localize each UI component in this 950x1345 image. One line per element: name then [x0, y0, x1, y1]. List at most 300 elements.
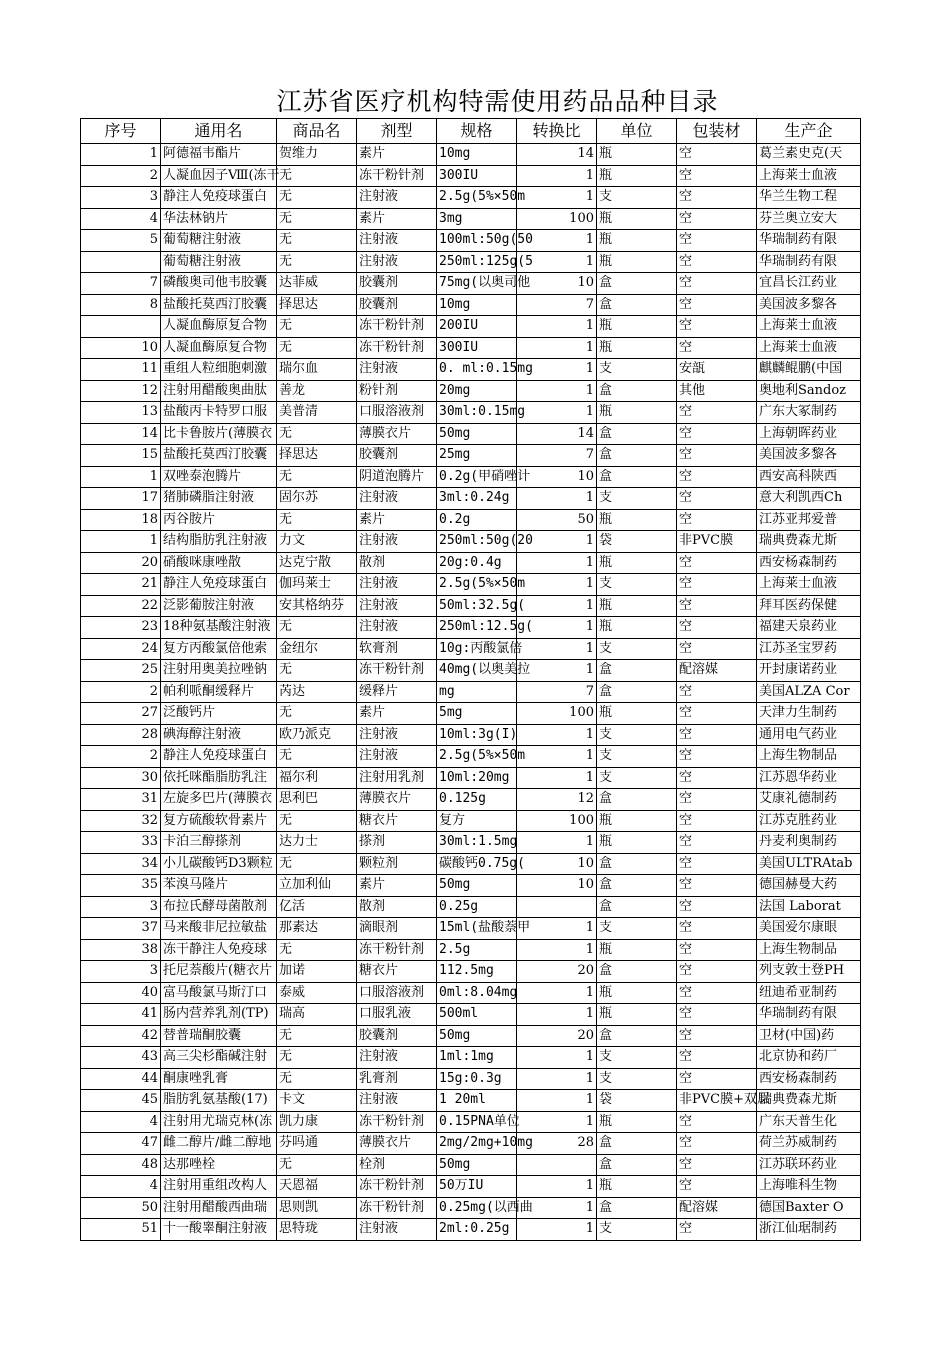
cell-spec: 2.5g(5%×50m: [437, 746, 517, 768]
cell-dosage-form: 胶囊剂: [357, 1025, 437, 1047]
cell-generic-name: 人凝血因子Ⅷ(冻干: [161, 165, 277, 187]
cell-unit: 瓶: [597, 810, 677, 832]
col-header-spec: 规格: [437, 119, 517, 144]
cell-generic-name: 18种氨基酸注射液: [161, 617, 277, 639]
cell-index: 7: [81, 273, 161, 295]
cell-packaging: 空: [677, 681, 757, 703]
cell-packaging: 空: [677, 638, 757, 660]
cell-generic-name: 复方硫酸软骨素片: [161, 810, 277, 832]
cell-index: 28: [81, 724, 161, 746]
cell-manufacturer: 广东大冢制药: [757, 402, 861, 424]
cell-generic-name: 注射用醋酸奥曲肽: [161, 380, 277, 402]
cell-manufacturer: 开封康诺药业: [757, 660, 861, 682]
cell-dosage-form: 散剂: [357, 896, 437, 918]
cell-conversion: 1: [517, 359, 597, 381]
cell-unit: 盒: [597, 660, 677, 682]
cell-conversion: 1: [517, 1111, 597, 1133]
table-row: [81, 273, 861, 295]
cell-index: 45: [81, 1090, 161, 1112]
cell-dosage-form: 粉针剂: [357, 380, 437, 402]
table-row: [81, 187, 861, 209]
cell-dosage-form: 糖衣片: [357, 961, 437, 983]
cell-generic-name: 高三尖杉酯碱注射: [161, 1047, 277, 1069]
cell-trade-name: 那素达: [277, 918, 357, 940]
cell-conversion: 1: [517, 230, 597, 252]
cell-unit: 瓶: [597, 208, 677, 230]
cell-manufacturer: 美国波多黎各: [757, 445, 861, 467]
cell-packaging: 空: [677, 1111, 757, 1133]
cell-spec: 30ml:0.15mg: [437, 402, 517, 424]
cell-manufacturer: 拜耳医药保健: [757, 595, 861, 617]
cell-index: 1: [81, 466, 161, 488]
cell-generic-name: 小儿碳酸钙D3颗粒: [161, 853, 277, 875]
cell-index: 38: [81, 939, 161, 961]
col-header-conversion: 转换比: [517, 119, 597, 144]
cell-dosage-form: 注射液: [357, 359, 437, 381]
cell-index: 24: [81, 638, 161, 660]
cell-trade-name: 瑞尔血: [277, 359, 357, 381]
cell-conversion: 1: [517, 531, 597, 553]
cell-manufacturer: 宜昌长江药业: [757, 273, 861, 295]
cell-manufacturer: 麒麟鲲鹏(中国: [757, 359, 861, 381]
cell-spec: 300IU: [437, 165, 517, 187]
cell-spec: 3ml:0.24g: [437, 488, 517, 510]
cell-spec: 40mg(以奥美拉: [437, 660, 517, 682]
cell-trade-name: 美普清: [277, 402, 357, 424]
cell-dosage-form: 注射液: [357, 617, 437, 639]
table-row: [81, 488, 861, 510]
cell-unit: 袋: [597, 1090, 677, 1112]
cell-manufacturer: 丹麦利奥制药: [757, 832, 861, 854]
cell-conversion: 14: [517, 144, 597, 166]
cell-dosage-form: 滴眼剂: [357, 918, 437, 940]
cell-packaging: 空: [677, 724, 757, 746]
table-row: [81, 359, 861, 381]
cell-index: 27: [81, 703, 161, 725]
cell-trade-name: 欧乃派克: [277, 724, 357, 746]
cell-index: 51: [81, 1219, 161, 1241]
cell-unit: 盒: [597, 853, 677, 875]
cell-packaging: 空: [677, 273, 757, 295]
cell-dosage-form: 注射液: [357, 574, 437, 596]
cell-unit: 盒: [597, 896, 677, 918]
cell-index: 3: [81, 187, 161, 209]
cell-generic-name: 注射用醋酸西曲瑞: [161, 1197, 277, 1219]
cell-unit: 支: [597, 1047, 677, 1069]
cell-spec: 50mg: [437, 423, 517, 445]
table-row: [81, 810, 861, 832]
cell-manufacturer: 上海唯科生物: [757, 1176, 861, 1198]
cell-unit: 盒: [597, 1133, 677, 1155]
cell-conversion: 10: [517, 466, 597, 488]
cell-spec: 0.25g: [437, 896, 517, 918]
cell-dosage-form: 冻干粉针剂: [357, 165, 437, 187]
cell-conversion: 10: [517, 853, 597, 875]
cell-index: 48: [81, 1154, 161, 1176]
cell-conversion: 100: [517, 703, 597, 725]
cell-unit: 袋: [597, 531, 677, 553]
cell-generic-name: 替普瑞酮胶囊: [161, 1025, 277, 1047]
cell-index: 32: [81, 810, 161, 832]
cell-index: 10: [81, 337, 161, 359]
table-row: [81, 466, 861, 488]
cell-dosage-form: 注射液: [357, 1090, 437, 1112]
cell-manufacturer: 卫材(中国)药: [757, 1025, 861, 1047]
table-row: [81, 918, 861, 940]
cell-generic-name: 布拉氏酵母菌散剂: [161, 896, 277, 918]
cell-spec: 复方: [437, 810, 517, 832]
cell-packaging: 安瓿: [677, 359, 757, 381]
cell-index: 12: [81, 380, 161, 402]
cell-unit: 瓶: [597, 1111, 677, 1133]
cell-spec: 30ml:1.5mg: [437, 832, 517, 854]
cell-unit: 瓶: [597, 552, 677, 574]
cell-dosage-form: 冻干粉针剂: [357, 660, 437, 682]
cell-index: 47: [81, 1133, 161, 1155]
cell-index: 25: [81, 660, 161, 682]
cell-conversion: 1: [517, 574, 597, 596]
table-row: [81, 1004, 861, 1026]
cell-trade-name: 无: [277, 1154, 357, 1176]
cell-packaging: 空: [677, 1154, 757, 1176]
cell-conversion: 1: [517, 746, 597, 768]
cell-trade-name: 无: [277, 509, 357, 531]
cell-trade-name: 无: [277, 316, 357, 338]
cell-unit: 支: [597, 1219, 677, 1241]
table-row: [81, 1154, 861, 1176]
cell-unit: 支: [597, 724, 677, 746]
cell-unit: 支: [597, 746, 677, 768]
cell-spec: 50mg: [437, 1025, 517, 1047]
cell-conversion: 1: [517, 1047, 597, 1069]
cell-manufacturer: 西安杨森制药: [757, 552, 861, 574]
cell-trade-name: 无: [277, 746, 357, 768]
cell-trade-name: 无: [277, 1025, 357, 1047]
cell-trade-name: 思则凯: [277, 1197, 357, 1219]
cell-index: 30: [81, 767, 161, 789]
cell-spec: 100ml:50g(50: [437, 230, 517, 252]
table-row: [81, 337, 861, 359]
col-header-trade-name: 商品名: [277, 119, 357, 144]
cell-packaging: 空: [677, 1068, 757, 1090]
table-row: [81, 875, 861, 897]
cell-packaging: 空: [677, 789, 757, 811]
table-row: [81, 144, 861, 166]
table-row: [81, 1025, 861, 1047]
table-row: [81, 230, 861, 252]
cell-index: 4: [81, 1176, 161, 1198]
cell-generic-name: 十一酸睾酮注射液: [161, 1219, 277, 1241]
cell-unit: 瓶: [597, 230, 677, 252]
cell-spec: 2ml:0.25g: [437, 1219, 517, 1241]
table-row: [81, 746, 861, 768]
cell-conversion: 1: [517, 939, 597, 961]
cell-index: 31: [81, 789, 161, 811]
cell-generic-name: 托尼萘酸片(糖衣片: [161, 961, 277, 983]
cell-dosage-form: 缓释片: [357, 681, 437, 703]
cell-unit: 盒: [597, 294, 677, 316]
cell-dosage-form: 冻干粉针剂: [357, 1111, 437, 1133]
cell-conversion: 1: [517, 832, 597, 854]
cell-index: 41: [81, 1004, 161, 1026]
cell-conversion: 7: [517, 294, 597, 316]
cell-generic-name: 硝酸咪康唑散: [161, 552, 277, 574]
cell-trade-name: 伽玛莱士: [277, 574, 357, 596]
table-row: [81, 638, 861, 660]
cell-packaging: 空: [677, 832, 757, 854]
cell-trade-name: 无: [277, 466, 357, 488]
cell-conversion: [517, 1154, 597, 1176]
cell-dosage-form: 素片: [357, 208, 437, 230]
cell-unit: 支: [597, 359, 677, 381]
cell-generic-name: 盐酸托莫西汀胶囊: [161, 445, 277, 467]
cell-generic-name: 比卡鲁胺片(薄膜衣: [161, 423, 277, 445]
cell-spec: 3mg: [437, 208, 517, 230]
cell-manufacturer: 上海莱士血液: [757, 337, 861, 359]
cell-trade-name: 亿活: [277, 896, 357, 918]
cell-dosage-form: 胶囊剂: [357, 294, 437, 316]
cell-unit: 盒: [597, 445, 677, 467]
drug-table: [80, 118, 861, 1241]
cell-unit: 瓶: [597, 1176, 677, 1198]
cell-index: 11: [81, 359, 161, 381]
cell-spec: 250ml:12.5g(: [437, 617, 517, 639]
cell-manufacturer: 瑞典费森尤斯: [757, 1090, 861, 1112]
cell-manufacturer: 美国ULTRAtab: [757, 853, 861, 875]
cell-conversion: 1: [517, 380, 597, 402]
table-row: [81, 552, 861, 574]
cell-packaging: 空: [677, 294, 757, 316]
cell-unit: 瓶: [597, 939, 677, 961]
cell-unit: 瓶: [597, 316, 677, 338]
cell-unit: 瓶: [597, 402, 677, 424]
cell-generic-name: 依托咪酯脂肪乳注: [161, 767, 277, 789]
cell-packaging: 空: [677, 402, 757, 424]
cell-dosage-form: 注射液: [357, 251, 437, 273]
cell-packaging: 空: [677, 810, 757, 832]
cell-trade-name: 芮达: [277, 681, 357, 703]
cell-dosage-form: 冻干粉针剂: [357, 1176, 437, 1198]
cell-dosage-form: 注射液: [357, 187, 437, 209]
cell-manufacturer: 江苏亚邦爱普: [757, 509, 861, 531]
cell-trade-name: 金纽尔: [277, 638, 357, 660]
cell-dosage-form: 胶囊剂: [357, 273, 437, 295]
table-row: [81, 208, 861, 230]
cell-trade-name: 贺维力: [277, 144, 357, 166]
cell-generic-name: 帕利哌酮缓释片: [161, 681, 277, 703]
cell-spec: 200IU: [437, 316, 517, 338]
cell-packaging: 非PVC膜: [677, 531, 757, 553]
cell-index: 3: [81, 961, 161, 983]
cell-unit: 支: [597, 918, 677, 940]
cell-packaging: 空: [677, 552, 757, 574]
table-row: [81, 1047, 861, 1069]
cell-conversion: 10: [517, 875, 597, 897]
cell-spec: 1ml:1mg: [437, 1047, 517, 1069]
table-row: [81, 595, 861, 617]
table-row: [81, 1219, 861, 1241]
table-row: [81, 402, 861, 424]
cell-dosage-form: 注射液: [357, 488, 437, 510]
cell-trade-name: 无: [277, 939, 357, 961]
cell-manufacturer: 华瑞制药有限: [757, 1004, 861, 1026]
cell-unit: 支: [597, 488, 677, 510]
cell-packaging: 空: [677, 1004, 757, 1026]
cell-generic-name: 冻干静注人免疫球: [161, 939, 277, 961]
cell-packaging: 空: [677, 939, 757, 961]
cell-manufacturer: 广东天普生化: [757, 1111, 861, 1133]
cell-generic-name: 苯溴马隆片: [161, 875, 277, 897]
cell-conversion: 1: [517, 552, 597, 574]
cell-trade-name: 无: [277, 853, 357, 875]
cell-manufacturer: 上海莱士血液: [757, 574, 861, 596]
cell-manufacturer: 法国 Laborat: [757, 896, 861, 918]
cell-conversion: 20: [517, 961, 597, 983]
cell-packaging: 空: [677, 982, 757, 1004]
cell-spec: 112.5mg: [437, 961, 517, 983]
cell-packaging: 空: [677, 423, 757, 445]
cell-generic-name: 猪肺磷脂注射液: [161, 488, 277, 510]
cell-packaging: 空: [677, 316, 757, 338]
cell-dosage-form: 胶囊剂: [357, 445, 437, 467]
table-row: [81, 1176, 861, 1198]
cell-trade-name: 立加利仙: [277, 875, 357, 897]
cell-unit: 盒: [597, 961, 677, 983]
cell-dosage-form: 栓剂: [357, 1154, 437, 1176]
cell-packaging: 空: [677, 746, 757, 768]
cell-generic-name: 肠内营养乳剂(TP): [161, 1004, 277, 1026]
cell-index: 37: [81, 918, 161, 940]
cell-packaging: 空: [677, 1025, 757, 1047]
cell-spec: 2.5g(5%×50m: [437, 187, 517, 209]
table-row: [81, 617, 861, 639]
cell-dosage-form: 搽剂: [357, 832, 437, 854]
cell-trade-name: 择思达: [277, 294, 357, 316]
cell-manufacturer: 天津力生制药: [757, 703, 861, 725]
cell-index: 22: [81, 595, 161, 617]
cell-dosage-form: 冻干粉针剂: [357, 939, 437, 961]
cell-conversion: 1: [517, 488, 597, 510]
cell-index: 35: [81, 875, 161, 897]
cell-generic-name: 卡泊三醇搽剂: [161, 832, 277, 854]
cell-packaging: 空: [677, 509, 757, 531]
cell-unit: 支: [597, 638, 677, 660]
cell-unit: 支: [597, 187, 677, 209]
cell-manufacturer: 华瑞制药有限: [757, 230, 861, 252]
cell-generic-name: 酮康唑乳膏: [161, 1068, 277, 1090]
cell-spec: 75mg(以奥司他: [437, 273, 517, 295]
cell-spec: 250ml:50g(20: [437, 531, 517, 553]
cell-generic-name: 重组人粒细胞刺激: [161, 359, 277, 381]
cell-packaging: 配溶媒: [677, 1197, 757, 1219]
cell-dosage-form: 口服溶液剂: [357, 402, 437, 424]
cell-manufacturer: 荷兰苏威制药: [757, 1133, 861, 1155]
cell-conversion: 12: [517, 789, 597, 811]
cell-unit: 瓶: [597, 251, 677, 273]
cell-packaging: 空: [677, 165, 757, 187]
cell-packaging: 空: [677, 230, 757, 252]
cell-unit: 盒: [597, 423, 677, 445]
cell-spec: 10mg: [437, 144, 517, 166]
table-row: [81, 251, 861, 273]
table-row: [81, 660, 861, 682]
table-row: [81, 703, 861, 725]
cell-generic-name: 葡萄糖注射液: [161, 251, 277, 273]
cell-index: 4: [81, 208, 161, 230]
cell-spec: 50万IU: [437, 1176, 517, 1198]
cell-index: [81, 316, 161, 338]
cell-manufacturer: 列支敦士登PH: [757, 961, 861, 983]
table-row: [81, 681, 861, 703]
cell-dosage-form: 薄膜衣片: [357, 789, 437, 811]
cell-dosage-form: 薄膜衣片: [357, 423, 437, 445]
cell-conversion: 1: [517, 595, 597, 617]
cell-trade-name: 加诺: [277, 961, 357, 983]
table-row: [81, 574, 861, 596]
cell-conversion: 10: [517, 273, 597, 295]
cell-spec: 2.5g(5%×50m: [437, 574, 517, 596]
cell-manufacturer: 北京协和药厂: [757, 1047, 861, 1069]
table-row: [81, 1068, 861, 1090]
table-row: [81, 1197, 861, 1219]
cell-generic-name: 雌二醇片/雌二醇地: [161, 1133, 277, 1155]
cell-index: 43: [81, 1047, 161, 1069]
cell-manufacturer: 美国爱尔康眼: [757, 918, 861, 940]
cell-generic-name: 阿德福韦酯片: [161, 144, 277, 166]
cell-index: 2: [81, 746, 161, 768]
col-header-dosage-form: 剂型: [357, 119, 437, 144]
cell-spec: 10mg: [437, 294, 517, 316]
cell-conversion: 100: [517, 810, 597, 832]
cell-conversion: 14: [517, 423, 597, 445]
cell-dosage-form: 注射液: [357, 724, 437, 746]
cell-conversion: 20: [517, 1025, 597, 1047]
header-row: [81, 119, 861, 144]
cell-dosage-form: 注射液: [357, 1047, 437, 1069]
cell-conversion: 100: [517, 208, 597, 230]
cell-packaging: 空: [677, 187, 757, 209]
cell-packaging: 空: [677, 251, 757, 273]
cell-dosage-form: 素片: [357, 144, 437, 166]
cell-generic-name: 华法林钠片: [161, 208, 277, 230]
table-row: [81, 724, 861, 746]
cell-conversion: 1: [517, 1090, 597, 1112]
table-row: [81, 767, 861, 789]
cell-unit: 盒: [597, 1154, 677, 1176]
page-title: 江苏省医疗机构特需使用药品品种目录: [276, 87, 719, 116]
cell-unit: 支: [597, 767, 677, 789]
cell-manufacturer: 葛兰素史克(天: [757, 144, 861, 166]
cell-conversion: 7: [517, 445, 597, 467]
cell-index: 50: [81, 1197, 161, 1219]
cell-generic-name: 盐酸托莫西汀胶囊: [161, 294, 277, 316]
table-row: [81, 961, 861, 983]
col-header-unit: 单位: [597, 119, 677, 144]
cell-conversion: 1: [517, 724, 597, 746]
cell-dosage-form: 软膏剂: [357, 638, 437, 660]
cell-packaging: 空: [677, 1176, 757, 1198]
cell-dosage-form: 注射液: [357, 531, 437, 553]
cell-trade-name: 瑞高: [277, 1004, 357, 1026]
cell-packaging: 空: [677, 1133, 757, 1155]
cell-dosage-form: 素片: [357, 703, 437, 725]
cell-conversion: 1: [517, 638, 597, 660]
cell-trade-name: 无: [277, 208, 357, 230]
cell-packaging: 空: [677, 767, 757, 789]
cell-unit: 瓶: [597, 832, 677, 854]
cell-trade-name: 无: [277, 230, 357, 252]
table-row: [81, 939, 861, 961]
